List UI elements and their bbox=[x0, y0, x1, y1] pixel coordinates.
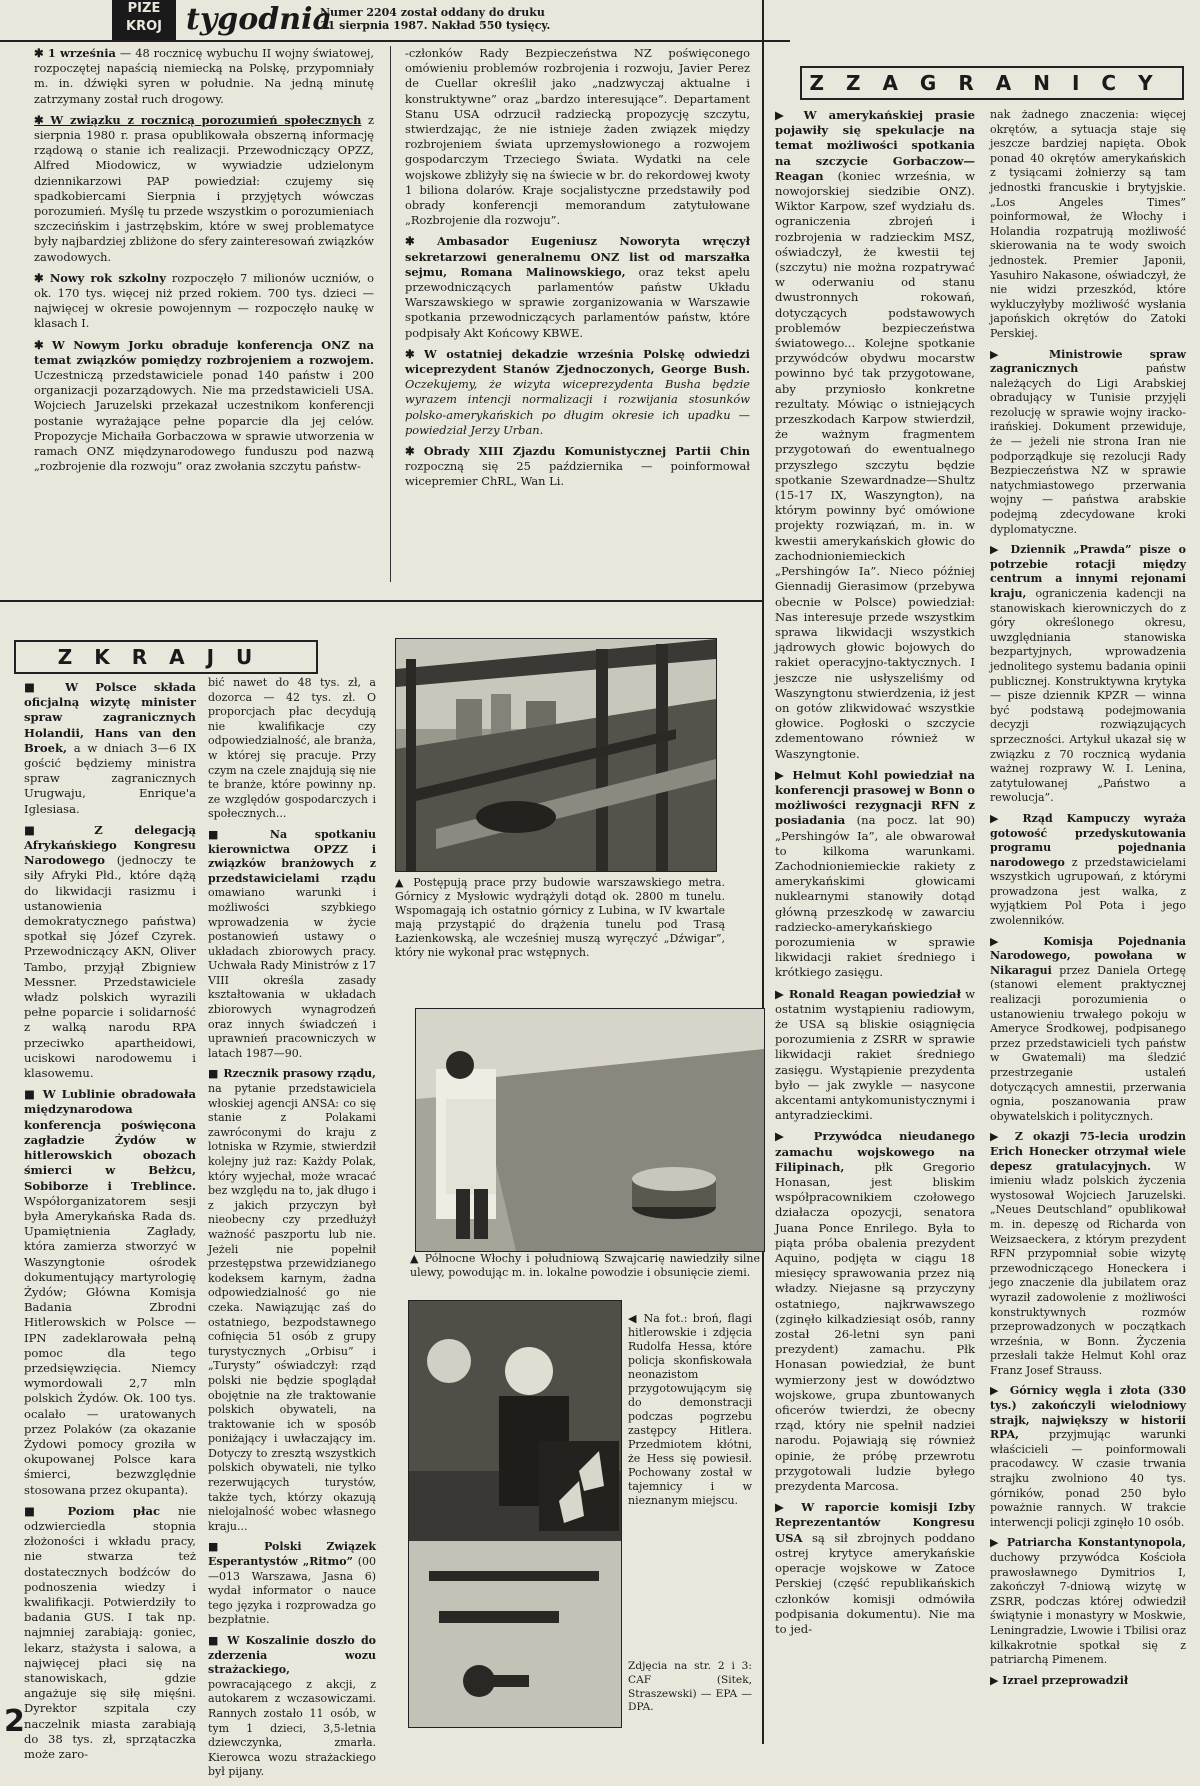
floods-photo-graphic bbox=[416, 1009, 764, 1251]
zag-c2-p2: ▶ Ministrowie spraw zagranicznych państw należących do Ligi Arabskiej obradujący w Tunisie przyjęli rezolucję w sprawie wojny iracko-irańskiej. Dokument przewiduje, że — jeżeli nie strona Iran nie podporządkuje się rezolucji Rady Bezpieczeństwa NZ w sprawie natychmiastowego przerwania wojny — państwa arabskie podejmą zdecydowane kroki dyplomatyczne. bbox=[990, 347, 1186, 536]
zag-c2-p8: ▶ Patriarcha Konstantynopola, duchowy przywódca Kościoła prawosławnego Dymitrios I, zakończył 7-dniową wizytę w ZSRR, podczas której odwiedził świątynie i monastyry w Moskwie, Leningradzie, Lwowie i Tbilisi oraz kilkakrotnie spotkał się z patriarchą Pimenem. bbox=[990, 1536, 1186, 1667]
photo-floods-caption: ▲ Północne Włochy i południową Szwajcarię nawiedziły silne ulewy, powodując m. in. lokalne powodzie i obsunięcie ziemi. bbox=[410, 1252, 760, 1279]
photo-nazi-caption: ◀ Na fot.: broń, flagi hitlerowskie i zdjęcia Rudolfa Hessa, które policja skonfiskowała neonazistom przygotowującym się do demonstracji podczas pogrzebu zastępcy Hitlera. Przedmiotem kłótni, że Hess się powiesił. Pochowany został w tajemnicy i w nieznanym miejscu. bbox=[628, 1312, 752, 1507]
top-section-rule bbox=[0, 600, 762, 602]
top-c2-p1: -członków Rady Bezpieczeństwa NZ poświęconego omówieniu problemów rozbrojenia i rozwoju, Javier Perez de Cuellar określił jako „nadzwyczaj aktualne i konstruktywne” oraz „bardzo interesujące”. Departament Stanu USA odrzucił radziecką propozycję szczytu, stwierdzając, że nie istnieje żaden związek między rozbrojeniem świata uprzemysłowionego a rozwojem gospodarczym Trzeciego Świata. Wydatki na cele wojskowe zbliżyły się na świecie w br. do rekordowej kwoty 1 biliona dolarów. Kraje socjalistyczne przedstawiły pod obrady konferencji memorandum zatytułowane „Rozbrojenie dla rozwoju”. bbox=[405, 46, 750, 228]
zk-c2-p2: ■ Na spotkaniu kierownictwa OPZZ i związków branżowych z przedstawicielami rządu omawiano warunki i możliwości szybkiego wprowadzenia w życie postanowień ustawy o układach zbiorowych pracy. Uchwała Rady Ministrów z 17 VIII określa zasady kształtowania w układach zbiorowych wynagrodzeń oraz innych świadczeń i uprawnień pracowniczych w latach 1987—90. bbox=[208, 827, 376, 1060]
top-column-divider bbox=[390, 46, 391, 582]
zk-c2-p1: bić nawet do 48 tys. zł, a dozorca — 42 tys. zł. O proporcjach płac decydują nie kwalifikacje czy odpowiedzialność, ale branża, w której się pracuje. Przy czym na czele znajdują się nie te branże, które powinny np. ze względów gospodarczych i społecznych... bbox=[208, 676, 376, 821]
top-c1-p4: ✱ W Nowym Jorku obraduje konferencja ONZ na temat związków pomiędzy rozbrojeniem a rozwojem. Uczestniczą przedstawiciele ponad 140 państw i 200 organizacji pozarządowych. Nie ma przedstawicieli USA. Wojciech Jaruzelski przekazał uczestnikom konferencji postanie wyrażające pełne poparcie dla jej celów. Propozycje Michaiła Gorbaczowa w sprawie utworzenia w ramach ONZ międzynarodowego funduszu pod nazwą „rozbrojenie dla rozwoju” oraz zwołania szczytu państw- bbox=[34, 337, 374, 474]
masthead-rule bbox=[0, 40, 790, 42]
zagranicy-column-2 bbox=[990, 108, 1186, 1694]
zag-c1-p1: ▶ W amerykańskiej prasie pojawiły się spekulacje na temat możliwości spotkania na szczycie Gorbaczow—Reagan (koniec września, w nowojorskiej siedzibie ONZ). Wiktor Karpow, szef wydziału ds. ograniczenia zbrojeń i rozbrojenia w radzieckim MSZ, oświadczył, że kwestii tej (szczytu) nie można rozpatrywać w oderwaniu od stanu dwustronnych rokowań, dotyczących podstawowych problemów bezpieczeństwa światowego... Kolejne spotkanie przywódców obydwu mocarstw powinno być tak przygotowane, aby przyniosło konkretne rezultaty. Mówiąc o istniejących przeszkodach Karpow stwierdził, że ważnym fragmentem przygotowań do ewentualnego przyszłego szczytu będzie spotkanie Szewardnadze—Shultz (15-17 IX, Waszyngton), na którym powinny być omówione projekty rozwiązań, m. in. w kwestii amerykańskich głowic do zachodnioniemieckich „Pershingów Ia”. Nieco później Giennadij Gierasimow (przebywa obecnie w Polsce) powiedział: Nas interesuje przede wszystkim sprawa likwidacji wszystkich jądrowych głowic bojowych do rakiet operacyjno-taktycznych. I jeszcze nie usłyszeliśmy od Waszyngtonu stwierdzenia, iż jest on gotów zlikwidować wszystkie głowice. Pogłoski o szczycie zdementowano również w Waszyngtonie. bbox=[775, 108, 975, 761]
zk-c1-p1: ■ W Polsce składa oficjalną wizytę minister spraw zagranicznych Holandii, Hans van den Broek, a w dniach 3—6 IX gościć będziemy ministra spraw zagranicznych Urugwaju, Enrique'a Iglesiasa. bbox=[24, 680, 196, 816]
zagranicy-column-1 bbox=[775, 108, 975, 1643]
photo-floods bbox=[415, 1008, 765, 1252]
top-column-1 bbox=[34, 46, 374, 480]
masthead-logo bbox=[112, 0, 176, 40]
zag-c1-p4: ▶ Przywódca nieudanego zamachu wojskowego na Filipinach, płk Gregorio Honasan, jest bliskim współpracownikiem czołowego działacza opozycji, senatora Juana Ponce Enrilego. Była to piąta próba obalenia prezydent Aquino, podjęta w ciągu 18 miesięcy sprawowania przez nią władzy. Niejasne są przyczyny ostatniego, najkrwawszego (zginęło kilkadziesiąt osób, ranny został 26-letni syn pani prezydent) zamachu. Płk Honasan powiedział, że bunt wymierzony jest w dowództwo wojskowe, grupa zbuntowanych oficerów twierdzi, że obecny rząd, który nie spełnił nadziei narodu. Pojawiają się również opinie, że próbę przewrotu przygotowali ludzie byłego prezydenta Marcosa. bbox=[775, 1129, 975, 1494]
zag-c1-p3: ▶ Ronald Reagan powiedział w ostatnim wystąpieniu radiowym, że USA są bliskie osiągnięcia porozumienia z ZSRR w sprawie likwidacji rakiet średniego zasięgu. Wystąpienie prezydenta było — jak zwykle — nasycone akcentami antykomunistycznymi i antyradzieckimi. bbox=[775, 986, 976, 1123]
zag-c2-p4: ▶ Rząd Kampuczy wyraża gotowość przedyskutowania programu pojednania narodowego z przedstawicielami wszystkich ugrupowań, z którymi prowadzona jest walka, z wyjątkiem Pol Pota i jego zwolenników. bbox=[990, 811, 1186, 928]
zk-c1-p3: ■ W Lublinie obradowała międzynarodowa konferencja poświęcona zagładzie Żydów w hitlerowskich obozach śmierci w Bełżcu, Sobiborze i Treblince. Współorganizatorem sesji była Amerykańska Rada ds. Upamiętnienia Zagłady, która zamierza stworzyć w Waszyngtonie ośrodek dokumentujący martyrologię Żydów; Główna Komisja Badania Zbrodni Hitlerowskich w Polsce — IPN zadeklarowała pełną pomoc dla tego przedsięwzięcia. Niemcy wymordowali 2,7 mln polskich Żydów. Ok. 100 tys. ocalało — uratowanych przez Polaków (za okazanie Żydowi pomocy groziła w okupowanej Polsce kara śmierci, bezwzględnie stosowana przez okupanta). bbox=[24, 1087, 196, 1497]
top-c2-p2: ✱ Ambasador Eugeniusz Noworyta wręczył sekretarzowi generalnemu ONZ list od marszałka sejmu, Romana Malinowskiego, oraz tekst apelu przewodniczących parlamentów państw Układu Warszawskiego w sprawie zorganizowania w Warszawie spotkania przewodniczących parlamentów państw, które podpisały Akt Końcowy KBWE. bbox=[405, 234, 751, 340]
zag-c1-p5: ▶ W raporcie komisji Izby Reprezentantów Kongresu USA są sił zbrojnych poddano ostrej krytyce amerykańskie operacje wojskowe w Zatoce Perskiej (część republikańskich członków komisji odmówiła podpisania dokumentu). Nie ma to jed- bbox=[775, 1500, 975, 1636]
zag-c2-p1: nak żadnego znaczenia: więcej okrętów, a sytuacja staje się jeszcze bardziej napięta. Obok ponad 40 okrętów amerykańskich z tysiącami żołnierzy są tam jednostki francuskie i brytyjskie. „Los Angeles Times” poinformował, że Włochy i Holandia rozpatrują możliwość skierowania na te wody swoich jednostek. Premier Japonii, Yasuhiro Nakasone, oświadczył, że nie widzi przeszkód, które wykluczyłyby możliwość wysłania japońskich okrętów do Zatoki Perskiej. bbox=[990, 108, 1186, 340]
page-number: 2 bbox=[4, 1704, 25, 1739]
right-section-divider bbox=[762, 0, 764, 1744]
top-c1-p1: ✱ 1 września — 48 rocznicę wybuchu II wojny światowej, rozpoczętej napaścią niemiecką na Polskę, przypomniały m. in. dźwięki syren w południe. Na jedną minutę zatrzymany został ruch drogowy. bbox=[34, 46, 374, 106]
zag-c2-p5: ▶ Komisja Pojednania Narodowego, powołana w Nikaragui przez Daniela Ortegę (stanowi element praktycznej realizacji porozumienia o ustanowieniu trwałego pokoju w Ameryce Środkowej, podpisanego przez przedstawicieli tych państw w Gwatemali) ma śledzić przestrzeganie ustaleń dotyczących amnestii, przerwania ognia, poszanowania praw obywatelskich i politycznych. bbox=[990, 934, 1186, 1123]
zk-c2-p5: ■ W Koszalinie doszło do zderzenia wozu strażackiego, powracającego z akcji, z autokarem z wczasowiczami. Rannych zostało 11 osób, w tym 1 dzieci, 3,5-letnia dziewczynka, zmarła. Kierowca wozu strażackiego był pijany. bbox=[208, 1634, 376, 1779]
masthead-title: tygodnia bbox=[186, 2, 332, 37]
photo-nazi-confiscation bbox=[408, 1300, 622, 1728]
top-c2-p4: ✱ Obrady XIII Zjazdu Komunistycznej Partii Chin rozpoczną się 25 października — poinformował wicepremier ChRL, Wan Li. bbox=[405, 444, 750, 489]
photo-metro-construction bbox=[395, 638, 717, 872]
confiscation-photo-graphic bbox=[409, 1301, 621, 1727]
zagranicy-header: ZZAGRANICY bbox=[800, 66, 1184, 100]
zk-c2-p3: ■ Rzecznik prasowy rządu, na pytanie przedstawiciela włoskiej agencji ANSA: co się stanie z Polakami zawróconymi do kraju z lotniska w Rzymie, stwierdził kolejny już raz: Każdy Polak, który wyjechał, może wracać bez względu na to, jak długo i z jakich przyczyn był nieobecny czy przedłużył ważność paszportu lub nie. Jeżeli nie popełnił przestępstwa przewidzianego kodeksem karnym, żadna odpowiedzialność go nie czeka. Nawiązując zaś do ostatniego, bezpodstawnego cofnięcia 51 osób z grupy turystycznych „Orbisu” i „Turysty” oświadczył: rząd polski nie będzie spoglądał obojętnie na złe traktowanie polskich obywateli, na traktowanie ich w sposób poniżający i uwłaczający im. Dotyczy to zresztą wszystkich polskich obywateli, nie tylko rezerwujących turystów, także tych, którzy okazują nielojalność wobec własnego kraju... bbox=[208, 1067, 376, 1533]
photo-credits: Zdjęcia na str. 2 i 3: CAF (Sitek, Straszewski) — EPA — DPA. bbox=[628, 1660, 752, 1714]
logo-top-text: PIZE bbox=[127, 1, 161, 16]
zag-c2-p6: ▶ Z okazji 75-lecia urodzin Erich Honecker otrzymał wiele depesz gratulacyjnych. W imieniu władz polskich życzenia wystosował Wojciech Jaruzelski. „Neues Deutschland” opublikował m. in. depeszę od Richarda von Weizsaeckera, z którym prezydent RFN przypomniał sobie wizytę przewodniczącego Honeckera i jego znaczenie dla jubilatem oraz wyraził zadowolenie z możliwości konstruktywnych rozmów przeprowadzonych w początkach września, w Bonn. Życzenia przesłali także Helmut Kohl oraz Franz Josef Strauss. bbox=[990, 1130, 1186, 1377]
zag-c2-p3: ▶ Dziennik „Prawda” pisze o potrzebie rotacji między centrum a innymi rejonami kraju, ograniczenia kadencji na stanowiskach kierowniczych do z góry określonego okresu, uwzględniania stanowiska bezpartyjnych, wprowadzenia jednolitego systemu badania opinii publicznej. Konstruktywna krytyka — pisze dziennik KPZR — winna być podstawą podejmowania decyzji rozwiązujących sprzeczności. Artykuł ukazał się w związku z 70 rocznicą wydania ważnej rozprawy W. I. Lenina, zatytułowanej „Państwo a rewolucja”. bbox=[990, 543, 1186, 805]
metro-photo-graphic bbox=[396, 639, 716, 871]
top-c2-p3: ✱ W ostatniej dekadzie września Polskę odwiedzi wiceprezydent Stanów Zjednoczonych, George Bush. Oczekujemy, że wizyta wiceprezydenta Busha będzie wyrazem intencji normalizacji i rozwijania stosunków polsko-amerykańskich po długim okresie ich upadku — powiedział Jerzy Urban. bbox=[405, 346, 750, 437]
logo-bottom-text: KROJ bbox=[126, 19, 162, 34]
issue-line-1: Numer 2204 został oddany do druku bbox=[320, 6, 545, 19]
zag-c2-p9: ▶ Izrael przeprowadził bbox=[990, 1673, 1129, 1687]
zk-c1-p2: ■ Z delegacją Afrykańskiego Kongresu Narodowego (jednoczy te siły Afryki Płd., które dążą do likwidacji rasizmu i ustanowienia demokratycznego państwa) spotkał się Józef Czyrek. Przewodniczący AKN, Oliver Tambo, przyjął Zbigniew Messner. Przedstawiciele władz polskich wyrazili pełne poparcie i solidarność z walką narodu RPA przeciwko apartheidowi, uciskowi narodowemu i klasowemu. bbox=[24, 822, 196, 1081]
zag-c1-p2: ▶ Helmut Kohl powiedział na konferencji prasowej w Bonn o możliwości rezygnacji RFN z posiadania (na pocz. lat 90) „Pershingów Ia”, ale obwarował to kilkoma warunkami. Zachodnioniemieckie rakiety z amerykańskimi głowicami nuklearnymi stanowiły dotąd główną przeszkodę w zawarciu radziecko-amerykańskiego porozumienia w sprawie likwidacji rakiet średniego i krótkiego zasięgu. bbox=[775, 767, 975, 980]
zkraju-header: ZKRAJU bbox=[14, 640, 318, 674]
zkraju-column-1 bbox=[24, 680, 196, 1768]
zk-c1-p4: ■ Poziom płac nie odzwierciedla stopnia złożoności i wkładu pracy, nie stwarza też dostatecznych bodźców do podnoszenia wiedzy i kwalifikacji. Potwierdziły to badania GUS. I tak np. najmniej zarabiają: goniec, lekarz, stażysta i salowa, a najwięcej płaci się na stanowiskach, gdzie angażuje się siłę mięśni. Dyrektor szpitala czy naczelnik miasta zarabiają do 38 tys. zł, sprzątaczka może zaro- bbox=[24, 1503, 196, 1762]
issue-info bbox=[320, 6, 550, 32]
zag-c2-p7: ▶ Górnicy węgla i złota (330 tys.) zakończyli wielodniowy strajk, największy w historii RPA, przyjmując warunki właścicieli — poinformowali pracodawcy. W czasie trwania strajku zwolniono 40 tys. górników, ponad 250 było poważnie rannych. W trakcie interwencji policji zginęło 10 osób. bbox=[990, 1384, 1186, 1529]
top-c1-p2: ✱ W związku z rocznicą porozumień społecznych z sierpnia 1980 r. prasa opublikowała obszerną informację rządową o stanie ich realizacji. Przewodniczący OPZZ, Alfred Miodowicz, w wywiadzie udzielonym dziennikarzowi PAP powiedział: czujemy się spadkobiercami Sierpnia i przyjętych wówczas porozumień. Myślę tu przede wszystkim o porozumieniach szczecińskim i jastrzębskim, które w swej problematyce były najbardziej zbliżone do sfery zainteresowań związków zawodowych. bbox=[34, 112, 374, 264]
top-column-2 bbox=[405, 46, 750, 496]
photo-metro-caption: ▲ Postępują prace przy budowie warszawskiego metra. Górnicy z Mysłowic wydrążyli dotąd ok. 2800 m tunelu. Wspomagają ich ostatnio górnicy z Lubina, w IV kwartale mają przystąpić do drążenia tunelu pod Trasą Łazienkowską, ale wcześniej muszą wyręczyć „Dźwigar”, który nie wykonał prac wstępnych. bbox=[395, 876, 725, 959]
top-c1-p3: ✱ Nowy rok szkolny rozpoczęło 7 milionów uczniów, o ok. 170 tys. więcej niż przed rokiem. 700 tys. dzieci — najwięcej w okresie powojennym — rozpoczęło naukę w klasach I. bbox=[34, 270, 374, 331]
zk-c2-p4: ■ Polski Związek Esperantystów „Ritmo” (00—013 Warszawa, Jasna 6) wydał informator o nauce tego języka i rozprowadza go bezpłatnie. bbox=[208, 1540, 376, 1627]
issue-line-2: 31 sierpnia 1987. Nakład 550 tysięcy. bbox=[320, 19, 551, 32]
zkraju-column-2 bbox=[208, 676, 376, 1786]
